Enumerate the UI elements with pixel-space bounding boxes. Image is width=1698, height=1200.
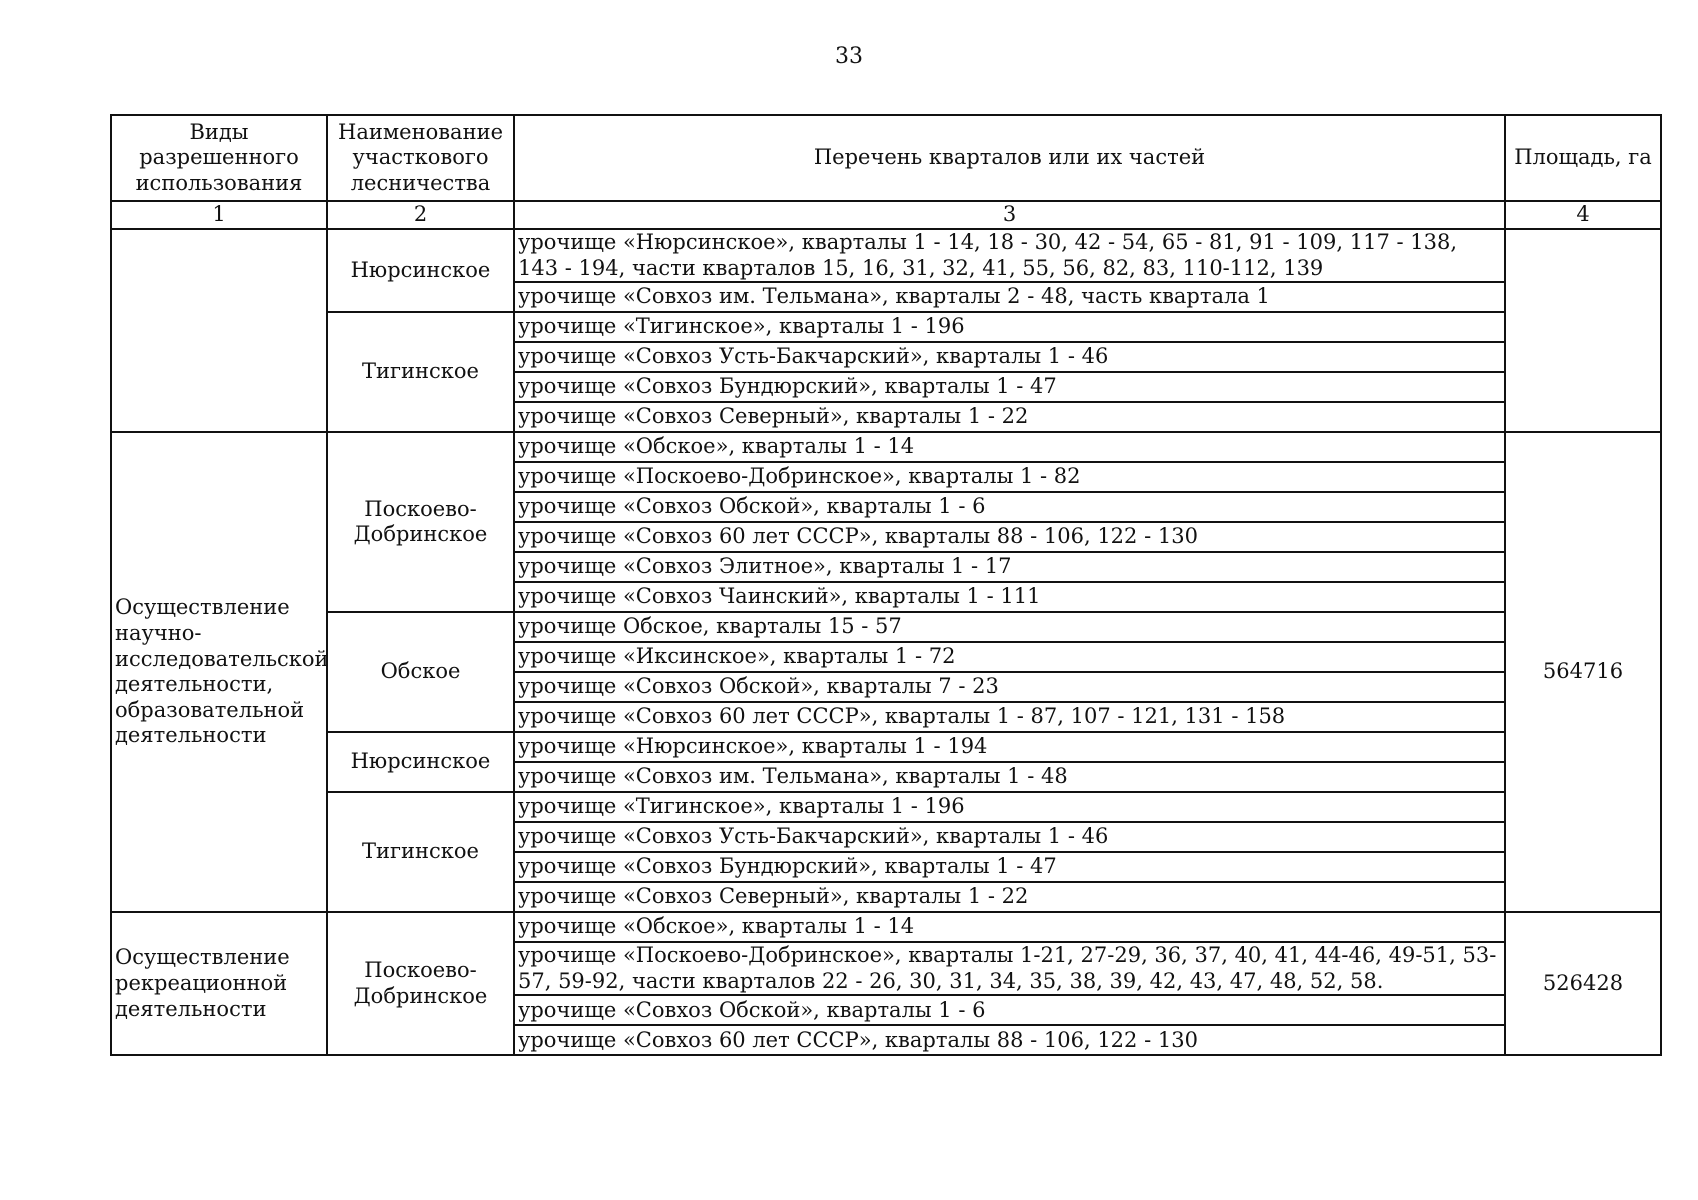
table-row xyxy=(111,432,1661,462)
quarters-item: урочище «Совхоз Северный», кварталы 1 - 22 xyxy=(514,882,1505,912)
permitted-use-cell: Осуществление рекреационной деятельности xyxy=(111,912,327,1055)
column-number: 4 xyxy=(1505,201,1661,229)
quarters-item: урочище «Совхоз Бундюрский», кварталы 1 - 47 xyxy=(514,852,1505,882)
forestry-name: Тигинское xyxy=(327,312,514,432)
column-number: 1 xyxy=(111,201,327,229)
forestry-name: Поскоево-Добринское xyxy=(327,432,514,612)
column-number: 3 xyxy=(514,201,1505,229)
permitted-use-cell xyxy=(111,229,327,432)
area-cell: 526428 xyxy=(1505,912,1661,1055)
forestry-name: Тигинское xyxy=(327,792,514,912)
quarters-item: урочище «Совхоз Элитное», кварталы 1 - 17 xyxy=(514,552,1505,582)
column-number: 2 xyxy=(327,201,514,229)
quarters-item: урочище «Поскоево-Добринское», кварталы 1-21, 27-29, 36, 37, 40, 41, 44-46, 49-51, 53-57, 59-92, части кварталов 22 - 26, 30, 31, 34, 35, 38, 39, 42, 43, 47, 48, 52, 58. xyxy=(514,942,1505,995)
quarters-item: урочище «Совхоз Чаинский», кварталы 1 - 111 xyxy=(514,582,1505,612)
quarters-item: урочище «Тигинское», кварталы 1 - 196 xyxy=(514,792,1505,822)
permitted-use-cell: Осуществление научно-исследовательской деятельности, образовательной деятельности xyxy=(111,432,327,912)
forest-quarters-table xyxy=(110,114,1662,1056)
table-header-row xyxy=(111,115,1661,201)
quarters-item: урочище «Совхоз 60 лет СССР», кварталы 1 - 87, 107 - 121, 131 - 158 xyxy=(514,702,1505,732)
header-quarters-list: Перечень кварталов или их частей xyxy=(514,115,1505,201)
quarters-item: урочище «Обское», кварталы 1 - 14 xyxy=(514,432,1505,462)
header-permitted-use: Виды разрешенного использования xyxy=(111,115,327,201)
quarters-item: урочище «Совхоз Северный», кварталы 1 - 22 xyxy=(514,402,1505,432)
table-row xyxy=(111,732,1661,762)
forestry-name: Нюрсинское xyxy=(327,229,514,312)
table-row xyxy=(111,229,1661,282)
column-number-row xyxy=(111,201,1661,229)
quarters-item: урочище Обское, кварталы 15 - 57 xyxy=(514,612,1505,642)
quarters-item: урочище «Совхоз Обской», кварталы 7 - 23 xyxy=(514,672,1505,702)
quarters-item: урочище «Совхоз 60 лет СССР», кварталы 88 - 106, 122 - 130 xyxy=(514,522,1505,552)
header-area: Площадь, га xyxy=(1505,115,1661,201)
forestry-name: Поскоево-Добринское xyxy=(327,912,514,1055)
quarters-item: урочище «Нюрсинское», кварталы 1 - 14, 18 - 30, 42 - 54, 65 - 81, 91 - 109, 117 - 138, 143 - 194, части кварталов 15, 16, 31, 32, 41, 55, 56, 82, 83, 110-112, 139 xyxy=(514,229,1505,282)
page-number: 33 xyxy=(835,44,863,69)
quarters-item: урочище «Совхоз Усть-Бакчарский», кварталы 1 - 46 xyxy=(514,822,1505,852)
quarters-item: урочище «Совхоз Обской», кварталы 1 - 6 xyxy=(514,995,1505,1025)
table-row xyxy=(111,912,1661,942)
quarters-item: урочище «Нюрсинское», кварталы 1 - 194 xyxy=(514,732,1505,762)
quarters-item: урочище «Тигинское», кварталы 1 - 196 xyxy=(514,312,1505,342)
quarters-item: урочище «Совхоз Бундюрский», кварталы 1 - 47 xyxy=(514,372,1505,402)
quarters-item: урочище «Совхоз им. Тельмана», кварталы 1 - 48 xyxy=(514,762,1505,792)
area-cell xyxy=(1505,229,1661,432)
table-row xyxy=(111,792,1661,822)
quarters-item: урочище «Совхоз Усть-Бакчарский», кварталы 1 - 46 xyxy=(514,342,1505,372)
forestry-name: Нюрсинское xyxy=(327,732,514,792)
quarters-item: урочище «Совхоз 60 лет СССР», кварталы 88 - 106, 122 - 130 xyxy=(514,1025,1505,1055)
quarters-item: урочище «Совхоз им. Тельмана», кварталы 2 - 48, часть квартала 1 xyxy=(514,282,1505,312)
area-cell: 564716 xyxy=(1505,432,1661,912)
quarters-item: урочище «Совхоз Обской», кварталы 1 - 6 xyxy=(514,492,1505,522)
quarters-item: урочище «Обское», кварталы 1 - 14 xyxy=(514,912,1505,942)
table-row xyxy=(111,312,1661,342)
quarters-item: урочище «Иксинское», кварталы 1 - 72 xyxy=(514,642,1505,672)
quarters-item: урочище «Поскоево-Добринское», кварталы 1 - 82 xyxy=(514,462,1505,492)
forestry-name: Обское xyxy=(327,612,514,732)
table-row xyxy=(111,612,1661,642)
header-forestry-name: Наименование участкового лесничества xyxy=(327,115,514,201)
